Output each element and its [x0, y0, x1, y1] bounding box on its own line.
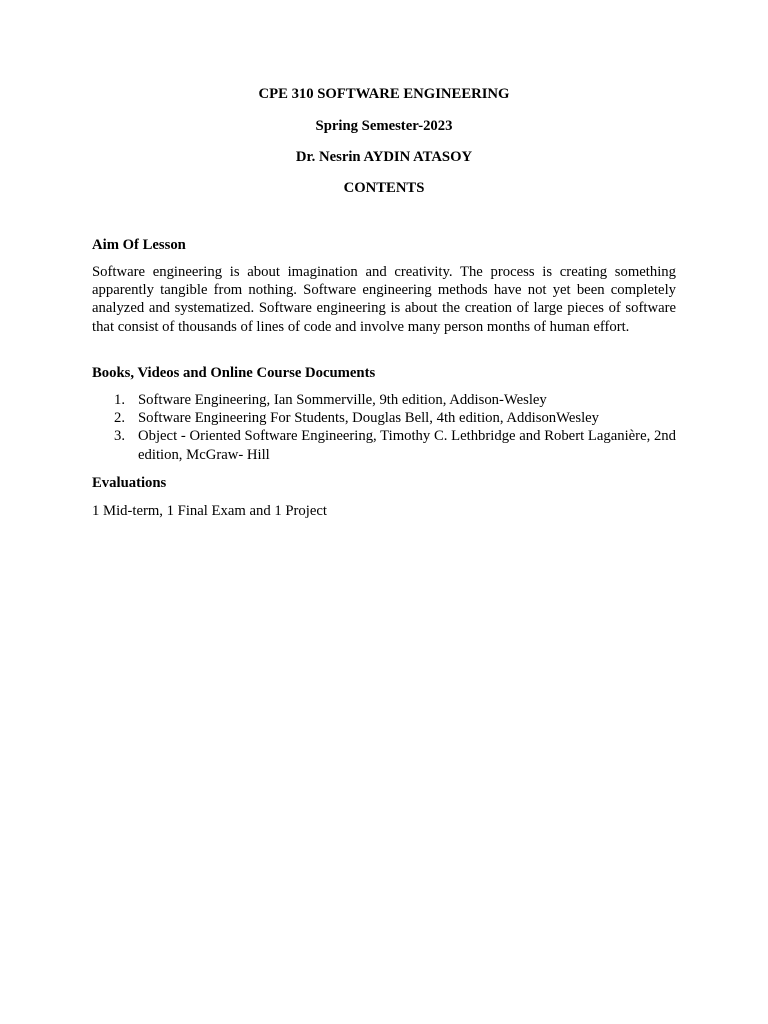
list-item — [92, 409, 676, 427]
books-heading: Books, Videos and Online Course Documents — [92, 365, 376, 381]
list-item — [92, 391, 676, 409]
list-item-number: 2. — [114, 410, 126, 427]
list-item-text: Software Engineering, Ian Sommerville, 9th edition, Addison-Wesley — [138, 392, 547, 408]
list-item — [92, 427, 676, 463]
course-title: CPE 310 SOFTWARE ENGINEERING — [258, 86, 510, 102]
list-item-text: Object - Oriented Software Engineering, Timothy C. Lethbridge and Robert Laganière, 2nd edition, McGraw- Hill — [138, 428, 676, 463]
evaluations-heading: Evaluations — [92, 475, 167, 491]
semester: Spring Semester-2023 — [315, 118, 453, 134]
contents-heading: CONTENTS — [343, 180, 425, 196]
aim-heading: Aim Of Lesson — [92, 237, 186, 253]
list-item-number: 3. — [114, 428, 126, 445]
evaluations-text: 1 Mid-term, 1 Final Exam and 1 Project — [92, 503, 327, 519]
books-list — [92, 391, 676, 464]
aim-paragraph: Software engineering is about imagination and creativity. The process is creating something apparently tangible from nothing. Software engineering methods have not yet been completely analyzed and systematized. Software engineering is about the creation of large pieces of software that consist of thousands of lines of code and involve many person months of human effort. — [92, 264, 676, 335]
list-item-text: Software Engineering For Students, Douglas Bell, 4th edition, AddisonWesley — [138, 410, 600, 427]
list-item-number: 1. — [114, 392, 126, 408]
instructor-name: Dr. Nesrin AYDIN ATASOY — [295, 149, 473, 165]
